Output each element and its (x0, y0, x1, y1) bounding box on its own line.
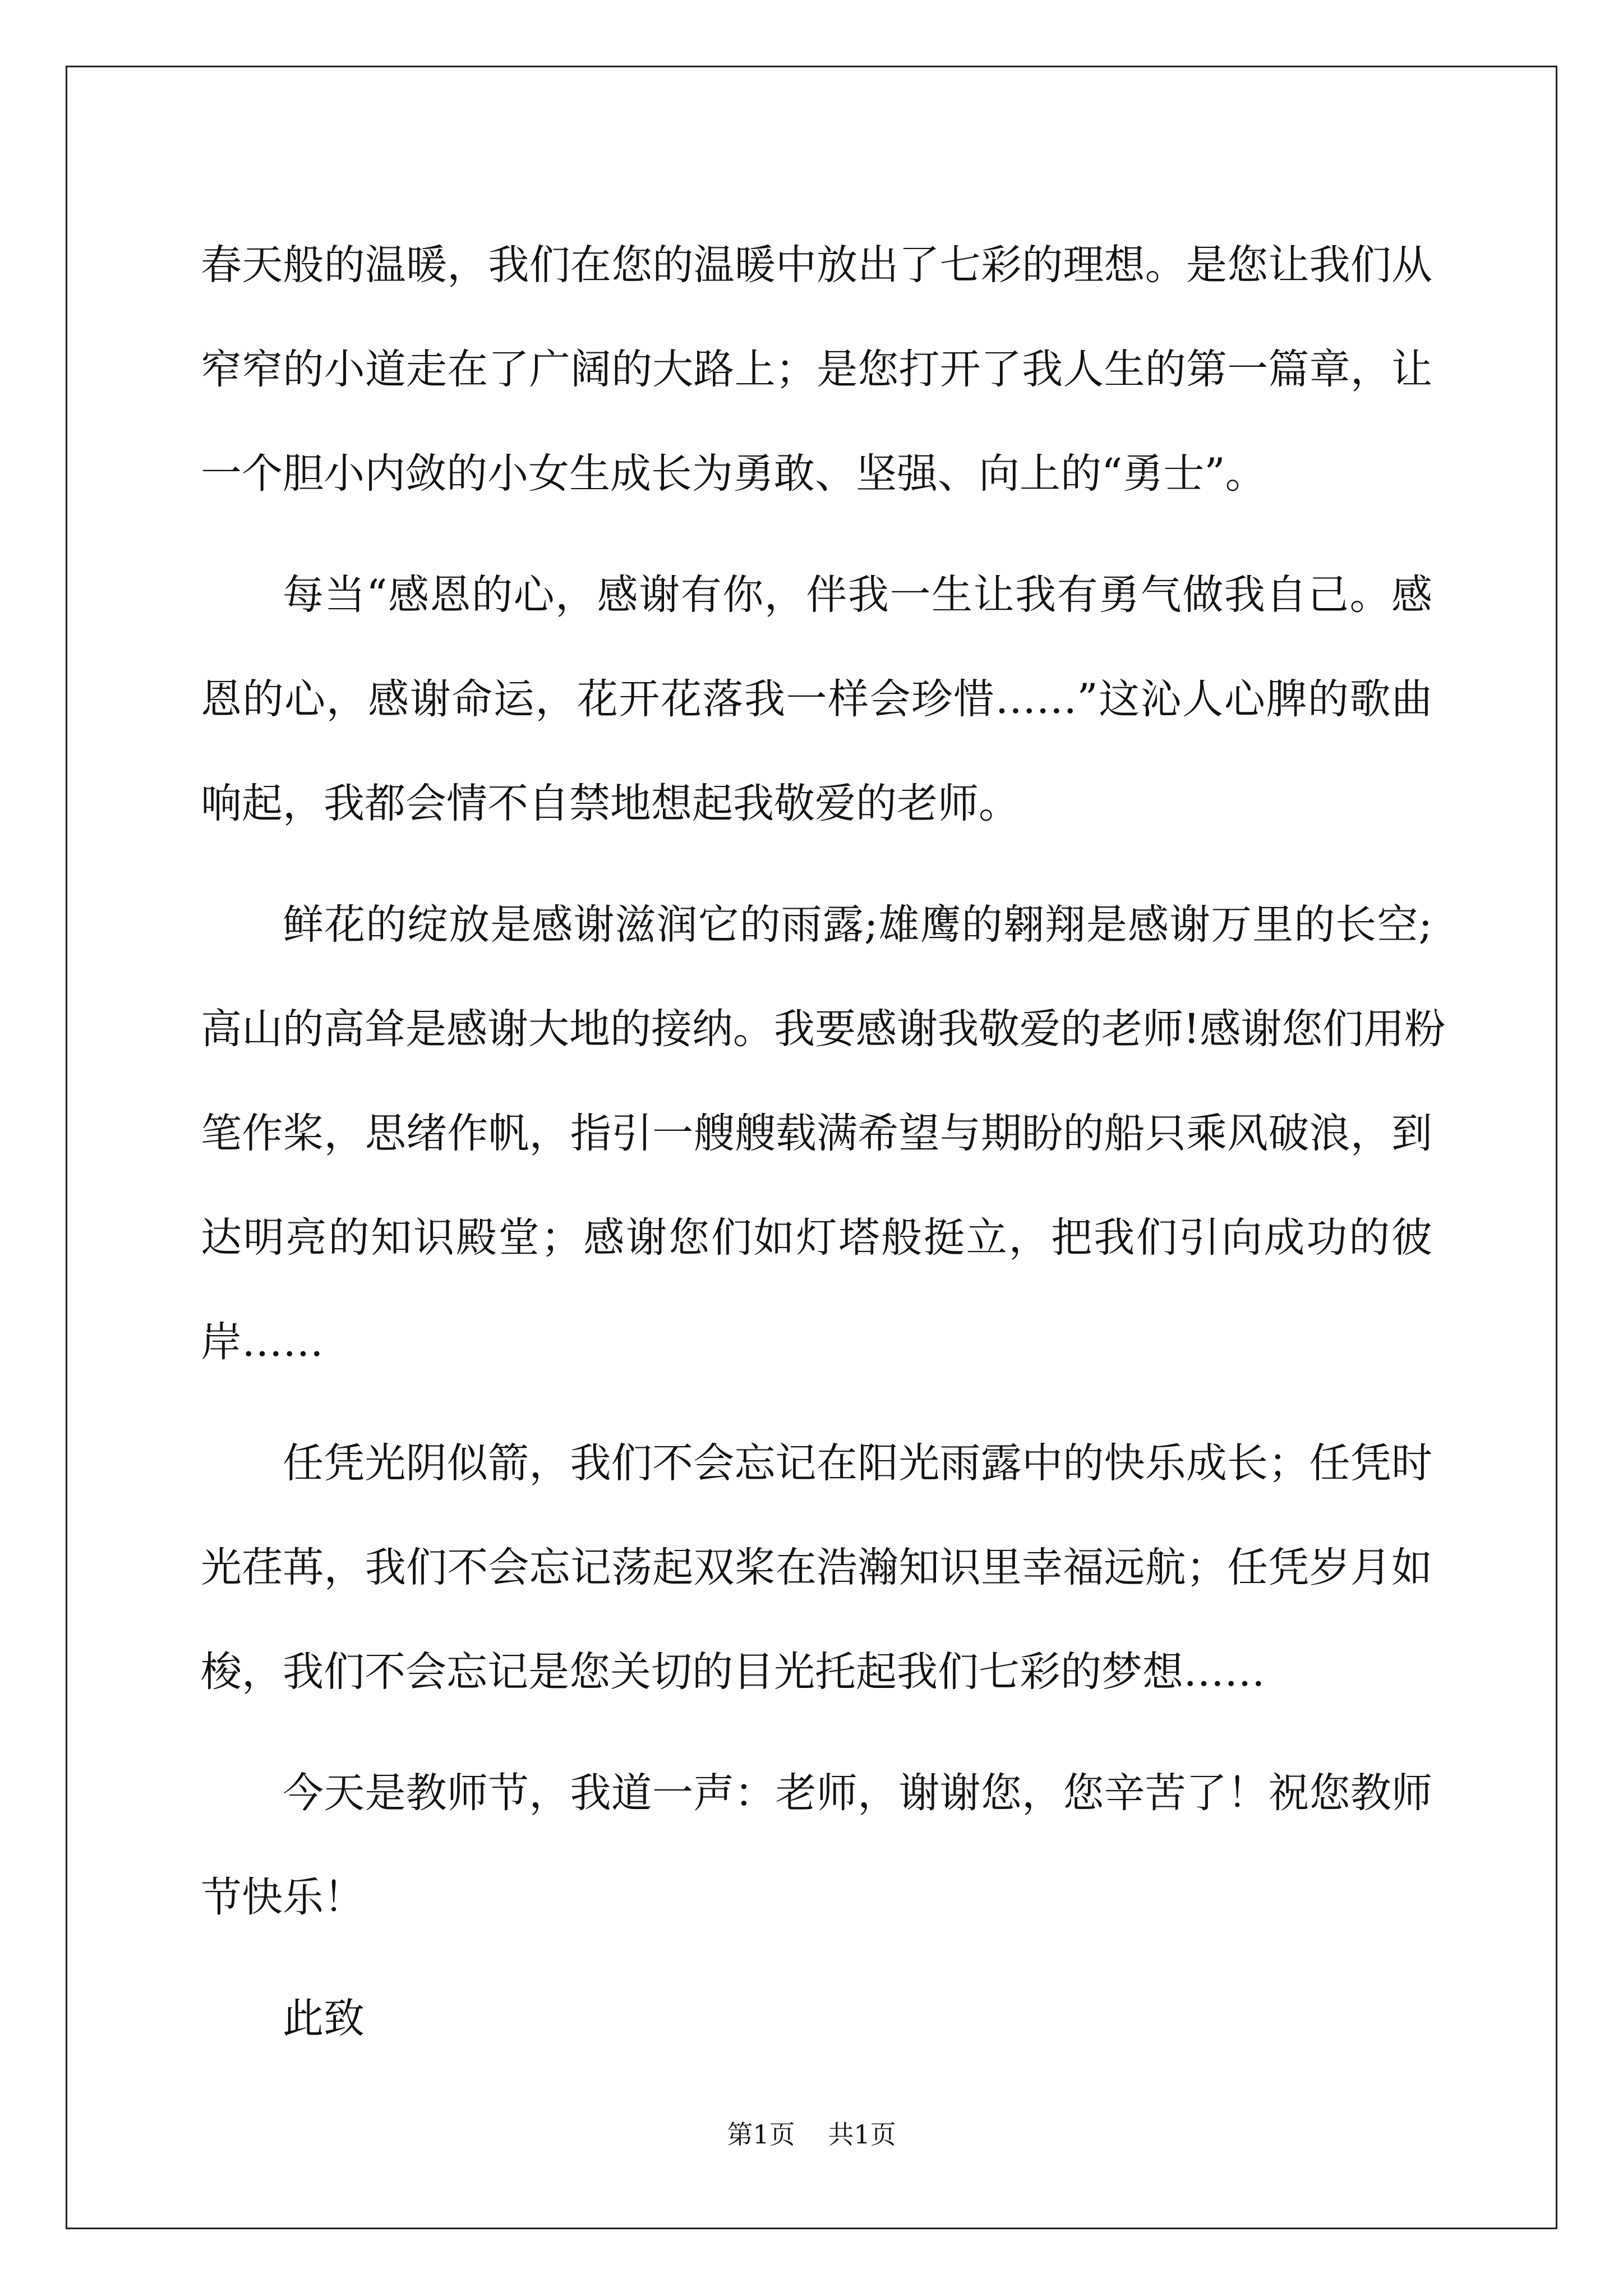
text-line: 春天般的温暖，我们在您的温暖中放出了七彩的理想。是您让我们从 (201, 241, 1432, 289)
text-line: 一个胆小内敛的小女生成长为勇敢、坚强、向上的“勇士”。 (201, 450, 1266, 498)
text-line: 节快乐！ (201, 1874, 365, 1921)
text-line: 笔作桨，思绪作帆，指引一艘艘载满希望与期盼的船只乘风破浪，到 (201, 1110, 1432, 1157)
text-line: 高山的高耸是感谢大地的接纳。我要感谢我敬爱的老师!感谢您们用粉 (201, 1005, 1446, 1053)
text-line: 梭，我们不会忘记是您关切的目光托起我们七彩的梦想…… (201, 1648, 1265, 1696)
paragraph-4 (201, 1411, 1432, 1724)
text-line: 今天是教师节，我道一声：老师，谢谢您，您辛苦了！祝您教师 (283, 1769, 1432, 1817)
text-line: 鲜花的绽放是感谢滋润它的雨露;雄鹰的翱翔是感谢万里的长空; (283, 901, 1432, 949)
page-total: 共1页 (828, 2119, 896, 2150)
text-line: 达明亮的知识殿堂；感谢您们如灯塔般挺立，把我们引向成功的彼 (201, 1214, 1432, 1262)
text-line: 恩的心，感谢命运，花开花落我一样会珍惜……”这沁人心脾的歌曲 (201, 675, 1432, 723)
closing-salutation (201, 1967, 1432, 2071)
page-footer (0, 2118, 1623, 2151)
paragraph-5 (201, 1741, 1432, 1950)
document-body (201, 213, 1446, 2071)
text-line: 岸…… (201, 1318, 324, 1366)
text-line: 窄窄的小道走在了广阔的大路上；是您打开了我人生的第一篇章，让 (201, 346, 1432, 393)
text-line: 光荏苒，我们不会忘记荡起双桨在浩瀚知识里幸福远航；任凭岁月如 (201, 1544, 1432, 1591)
paragraph-1 (201, 213, 1432, 526)
text-line: 响起，我都会情不自禁地想起我敬爱的老师。 (201, 780, 1020, 827)
text-line: 此致 (283, 1995, 365, 2042)
paragraph-2 (201, 543, 1432, 856)
text-line: 任凭光阴似箭，我们不会忘记在阳光雨露中的快乐成长；任凭时 (283, 1439, 1432, 1487)
page-number: 第1页 (727, 2119, 795, 2150)
text-line: 每当“感恩的心，感谢有你，伴我一生让我有勇气做我自己。感 (283, 571, 1432, 619)
paragraph-3 (201, 873, 1446, 1395)
